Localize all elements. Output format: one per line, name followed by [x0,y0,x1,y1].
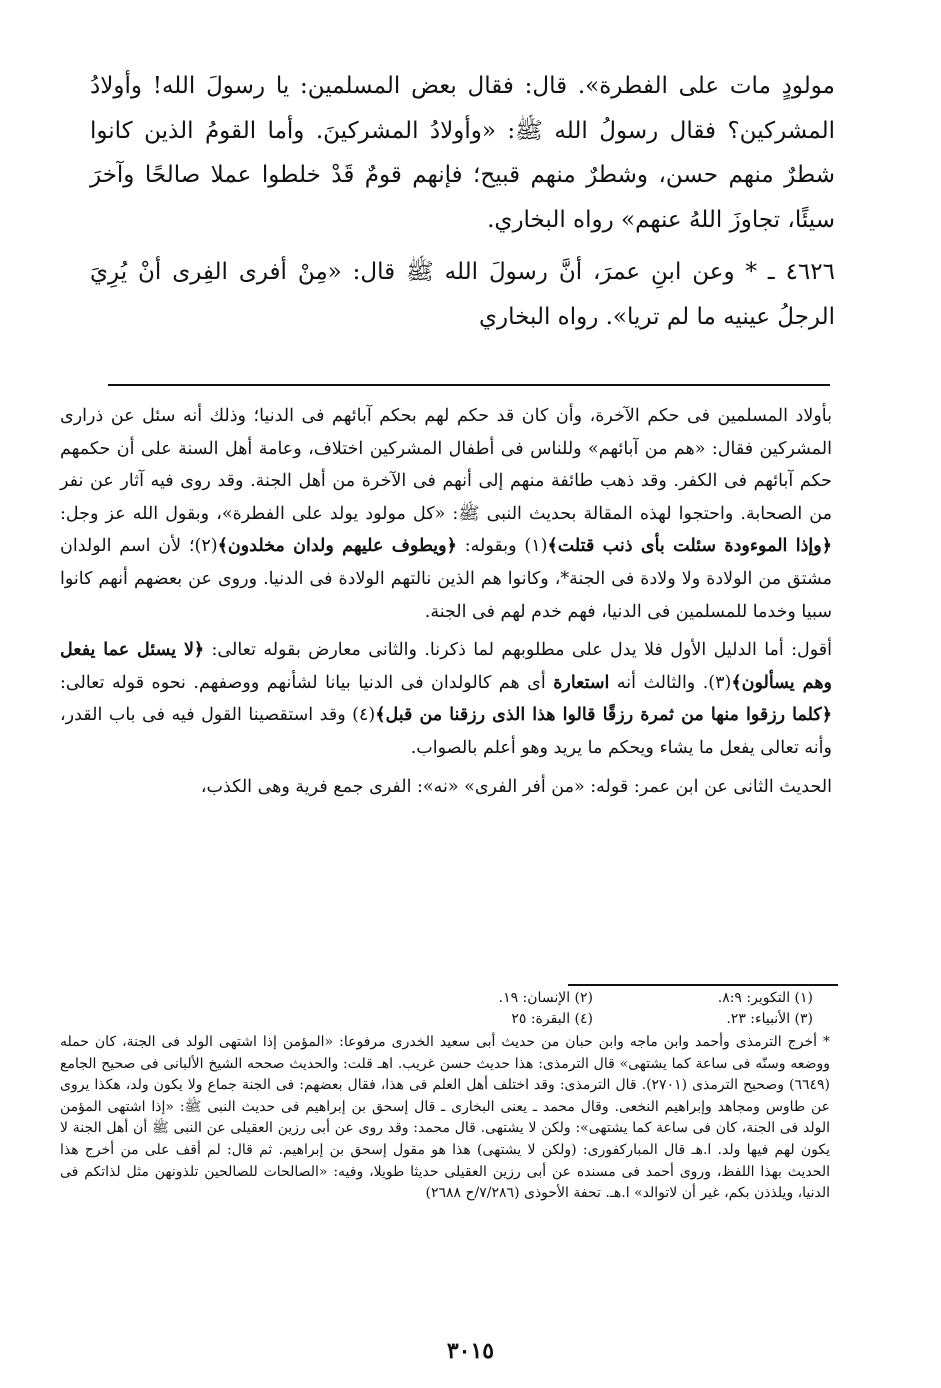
commentary-paragraph: الحديث الثانى عن ابن عمر: قوله: «من أفر الفرى» «نه»: الفرى جمع فرية وهى الكذب، [200,776,832,797]
verse-reference: (٣) الأنبياء: ٢٣. [726,1011,813,1027]
text-run: بأولاد المسلمين فى حكم الآخرة، وأن كان قد حكم لهم بحكم آبائهم فى الدنيا؛ وذلك أنه سئل عن ذرارى المشركين فقال: «هم من آبائهم» وللناس فى أطفال المشركين اختلاف، وعامة أهل السنة على أن حكمهم حكم آبائهم فى الكفر. وقد ذهب طائفة منهم إلى أنهم فى الآخرة من أهل الجنة. وقد روى فيه آثار عن نفر من الصحابة. واحتجوا لهذه المقالة بحديث النبى ﷺ: «كل مولود يولد على الفطرة»، وبقول الله عز وجل: [60,406,832,524]
commentary-paragraph [60,400,832,628]
hadith-text [90,64,835,339]
text-run: أى هم كالولدان فى الدنيا بيانا لشأنهم ووصفهم. نحوه قوله تعالى: [60,672,554,693]
text-run: (٤) وقد استقصينا القول فيه فى باب القدر، وأنه تعالى يفعل ما يشاء ويحكم ما يريد وهو أعلم بالصواب. [60,705,832,758]
page-number: ٣٠١٥ [446,1338,495,1364]
verse-reference: (١) التكوير: ٨:٩. [717,990,813,1006]
footnote-divider [568,984,838,986]
commentary-paragraph [60,634,832,764]
section-divider [108,384,830,386]
verse-reference: (٢) الإنسان: ١٩. [498,990,593,1006]
text-run: (١) وبقوله: [456,536,548,557]
text-run: (٢)؛ لأن اسم الولدان مشتق من الولادة ولا ولادة فى الجنة*، وكانوا هم الذين نالتهم الولادة فى الدنيا. وروى عن بعضهم أنهم كانوا سبيا وخدما للمسلمين فى الدنيا، فهم خدم لهم فى الجنة. [60,536,832,622]
text-run: أقول: أما الدليل الأول فلا يدل على مطلوبهم لما ذكرنا. والثانى معارض بقوله تعالى: [204,640,832,661]
verse-reference: (٤) البقرة: ٢٥ [511,1011,593,1027]
quran-quote: ﴿وإذا الموءودة سئلت بأى ذنب قتلت﴾ [547,536,832,557]
quran-quote: ﴿كلما رزقوا منها من ثمرة رزقًا قالوا هذا الذى رزقنا من قبل﴾ [375,705,832,726]
verse-references [373,988,813,1030]
hadith-paragraph: مولودٍ مات على الفطرة». قال: فقال بعض المسلمين: يا رسولَ الله! وأولادُ المشركين؟ فقال رسولُ الله ﷺ: «وأولادُ المشركينَ. وأما القومُ الذين كانوا شطرٌ منهم حسن، وشطرٌ منهم قبيح؛ فإنهم قومٌ قَدْ خلطوا عملا صالحًا وآخرَ سيئًا، تجاوزَ اللهُ عنهم» رواه البخاري. [90,73,835,233]
quran-quote: ﴿لا يسئل عما يفعل وهم يسألون﴾ [60,640,833,693]
footnote: * أخرج الترمذى وأحمد وابن ماجه وابن حبان من حديث أبى سعيد الخدرى مرفوعا: «المؤمن إذا اشتهى الولد فى الجنة، كان حمله ووضعه وسنّه فى ساعة كما يشتهى» قال الترمذى: هذا حديث حسن غريب. اهـ قلت: والحديث صححه الشيخ الألبانى فى صحيح الجامع (٦٦٤٩) وصحيح الترمذى (٢٧٠١). قال الترمذى: وقد اختلف أهل العلم فى هذا، فقال بعضهم: فى الجنة جماع ولا يكون ولد، هكذا يروى عن طاوس ومجاهد وإبراهيم النخعى. وقال محمد ـ يعنى البخارى ـ قال إسحق بن إبراهيم فى حديث النبى ﷺ: «إذا اشتهى المؤمن الولد فى الجنة، كان فى ساعة كما يشتهى»: ولكن لا يشتهى. قال محمد: وقد روى عن أبى رزين العقيلى عن النبى ﷺ أن أهل الجنة لا يكون لهم فيها ولد. ا.هـ قال المباركفورى: (ولكن لا يشتهى) هذا هو مقول إسحق بن إبراهيم. ثم قال: لم أقف على من أخرج هذا الحديث بهذا اللفظ، وروى أحمد فى مسنده عن أبى رزين العقيلى حديثا طويلا، وفيه: «الصالحات للصالحين تلذونهن مثل لذاتكم فى الدنيا، ويلذذن بكم، غير أن لاتوالد» ا.هـ. تحفة الأحوذى (٧/٢٨٦/ح ٢٦٨٨) [60,1034,830,1202]
hadith-paragraph: ٤٦٢٦ ـ * وعن ابنِ عمرَ، أنَّ رسولَ الله ﷺ قال: «مِنْ أفرى الفِرى أنْ يُرِيَ الرجلُ عينيه ما لم تريا». رواه البخاري [90,259,835,330]
bold-term: استعارة [553,672,610,693]
quran-quote: ﴿ويطوف عليهم ولدان مخلدون﴾ [217,536,457,557]
commentary-text [60,400,832,803]
text-run: (٣). والثالث أنه [609,672,732,693]
